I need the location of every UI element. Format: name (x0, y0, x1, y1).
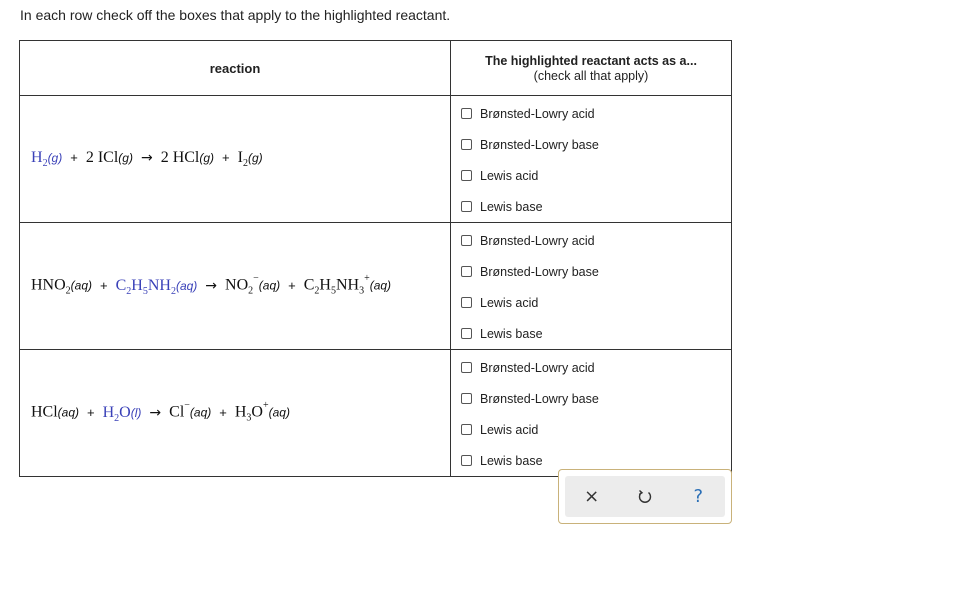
reaction-row-1 (20, 96, 732, 223)
options-cell-1 (451, 96, 732, 223)
checkbox[interactable] (461, 297, 472, 308)
checkbox[interactable] (461, 393, 472, 404)
reaction-column-header: reaction (20, 41, 451, 96)
options-cell-2 (451, 223, 732, 350)
option-lewis-base-1[interactable]: Lewis base (451, 191, 731, 222)
role-header-title: The highlighted reactant acts as a... (485, 53, 697, 68)
checkbox[interactable] (461, 266, 472, 277)
highlighted-reactant: $C_2H_5NH_2(aq)$ (115, 276, 198, 297)
question-table (19, 40, 732, 477)
checkbox[interactable] (461, 455, 472, 466)
option-lewis-acid-2[interactable]: Lewis acid (451, 287, 731, 318)
checkbox[interactable] (461, 139, 472, 150)
checkbox[interactable] (461, 201, 472, 212)
reaction-equation-3: $HCl(aq) + H_2O(l) \to Cl^-(aq) + H_3O^+(aq)$ (20, 350, 451, 477)
answer-toolbar (558, 469, 732, 524)
role-column-header (451, 41, 732, 96)
options-cell-3 (451, 350, 732, 477)
toolbar-inner (565, 476, 725, 517)
checkbox[interactable] (461, 328, 472, 339)
highlighted-reactant: $H_2O(l)$ (102, 403, 142, 424)
checkbox[interactable] (461, 170, 472, 181)
option-bronsted-base-3[interactable]: Brønsted-Lowry base (451, 383, 731, 414)
option-lewis-acid-3[interactable]: Lewis acid (451, 414, 731, 445)
option-bronsted-base-1[interactable]: Brønsted-Lowry base (451, 129, 731, 160)
reaction-arrow: → (149, 404, 162, 421)
option-lewis-acid-1[interactable]: Lewis acid (451, 160, 731, 191)
reaction-arrow: → (140, 149, 153, 166)
clear-icon[interactable]: × (584, 486, 600, 507)
option-bronsted-acid-3[interactable]: Brønsted-Lowry acid (451, 352, 731, 383)
header-row (20, 41, 732, 96)
reaction-row-3 (20, 350, 732, 477)
option-lewis-base-2[interactable]: Lewis base (451, 318, 731, 349)
undo-icon[interactable] (630, 482, 660, 512)
option-bronsted-acid-1[interactable]: Brønsted-Lowry acid (451, 98, 731, 129)
checkbox[interactable] (461, 235, 472, 246)
reaction-equation-2: $HNO_2(aq) + C_2H_5NH_2(aq) \to NO_2^-(aq) + C_2H_5NH_3^+(aq)$ (20, 223, 451, 350)
checkbox[interactable] (461, 362, 472, 373)
checkbox[interactable] (461, 108, 472, 119)
checkbox[interactable] (461, 424, 472, 435)
option-lewis-base-3[interactable]: Lewis base (451, 445, 731, 476)
reaction-arrow: → (205, 277, 218, 294)
option-bronsted-base-2[interactable]: Brønsted-Lowry base (451, 256, 731, 287)
role-header-subtitle: (check all that apply) (533, 68, 649, 83)
undo-icon-svg (637, 489, 653, 505)
instructions: In each row check off the boxes that apply to the highlighted reactant. (20, 7, 451, 23)
reaction-row-2 (20, 223, 732, 350)
option-bronsted-acid-2[interactable]: Brønsted-Lowry acid (451, 225, 731, 256)
help-icon[interactable]: ? (693, 486, 704, 507)
highlighted-reactant: $H_2(g)$ (31, 148, 63, 170)
reaction-equation-1: $H_2(g) + 2$ ICl(g) → 2 $HCl(g) + I_2(g)$ (20, 96, 451, 223)
